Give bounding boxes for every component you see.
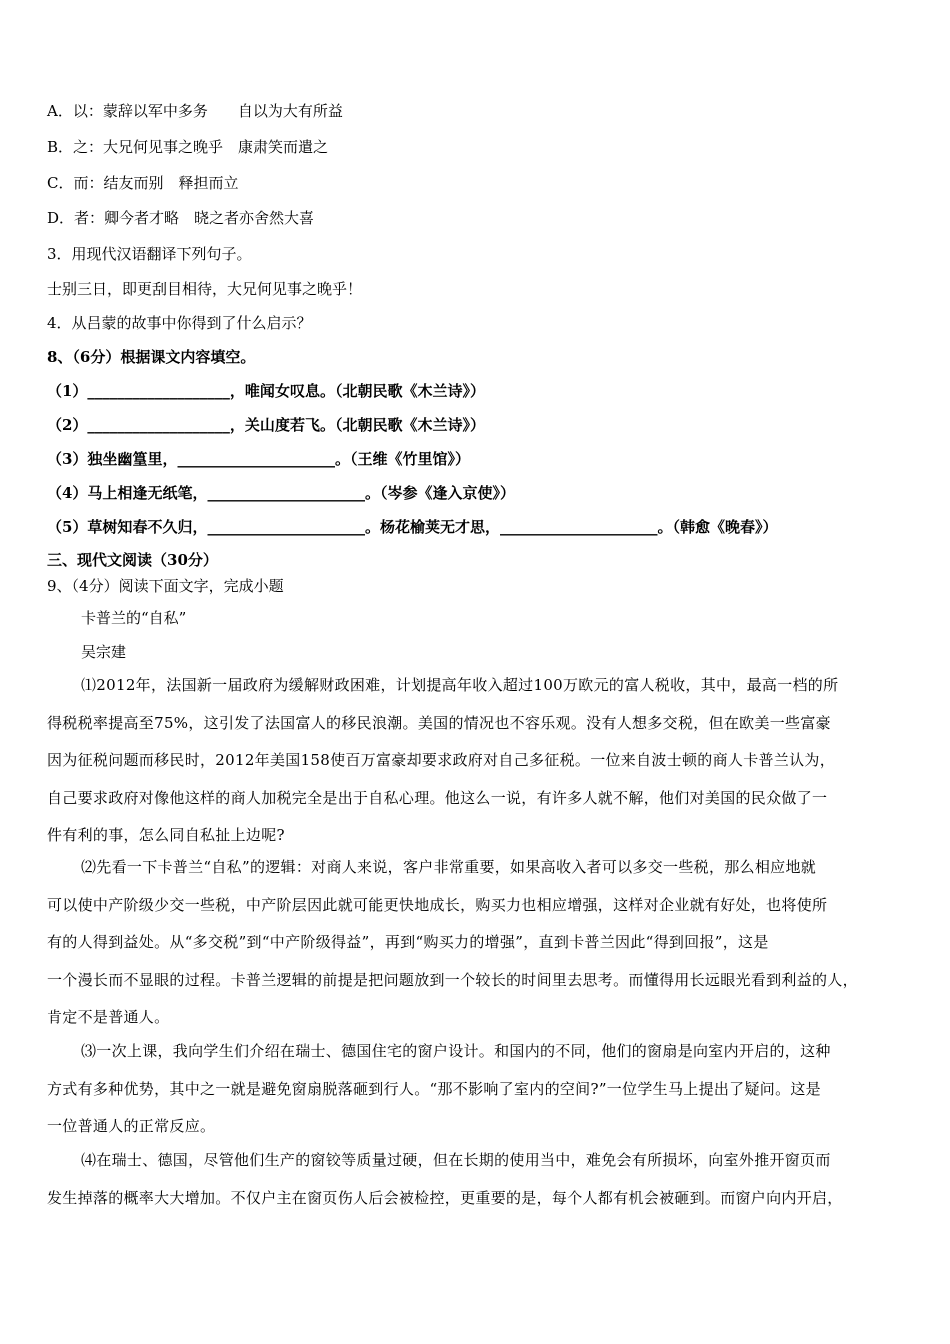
paragraph-line: 有的人得到益处。从“多交税”到“中产阶级得益”，再到“购买力的增强”，直到卡普兰因此“得到回报”，这是 <box>47 933 769 951</box>
paragraph-line: 方式有多种优势，其中之一就是避免窗扇脱落砸到行人。“那不影响了室内的空间?”一位学生马上提出了疑问。这是 <box>47 1079 821 1098</box>
paragraph-line: 因为征税问题而移民时，2012年美国158使百万富豪却要求政府对自己多征税。一位来自波士顿的商人卡普兰认为， <box>47 751 836 769</box>
fill-blank-5: （5）草树知春不久归，_____________________。杨花榆荚无才思，_____________________。（韩愈《晚春》） <box>47 518 778 536</box>
paragraph-line: ⑵先看一下卡普兰“自私”的逻辑：对商人来说，客户非常重要，如果高收入者可以多交一些税，那么相应地就 <box>81 858 817 876</box>
article-paragraph-2 <box>47 857 909 1045</box>
paragraph-line: 得税税率提高至75%，这引发了法国富人的移民浪潮。美国的情况也不容乐观。没有人想多交税，但在欧美一些富豪 <box>47 713 831 732</box>
paragraph-line: 自己要求政府对像他这样的商人加税完全是出于自私心理。他这么一说，有许多人就不解，他们对美国的民众做了一 <box>47 788 828 807</box>
option-c: C．而：结友而别 释担而立 <box>47 174 239 192</box>
article-paragraph-3 <box>47 1041 909 1154</box>
paragraph-line: ⑶一次上课，我向学生们介绍在瑞士、德国住宅的窗户设计。和国内的不同，他们的窗扇是向室内开启的，这种 <box>81 1042 831 1060</box>
paragraph-line: 一位普通人的正常反应。 <box>47 1117 216 1135</box>
question-8-title: 8、（6分）根据课文内容填空。 <box>47 348 256 366</box>
paragraph-line: 发生掉落的概率大大增加。不仅户主在窗页伤人后会被检控，更重要的是，每个人都有机会被砸到。而窗户向内开启， <box>47 1188 843 1207</box>
article-title: 卡普兰的“自私” <box>81 609 187 627</box>
fill-blank-2: （2）___________________，关山度若飞。（北朝民歌《木兰诗》） <box>47 416 485 434</box>
paragraph-line: 件有利的事，怎么同自私扯上边呢? <box>47 826 285 844</box>
translation-sentence: 士别三日，即更刮目相待，大兄何见事之晚乎！ <box>47 280 363 298</box>
question-9-title: 9、（4分）阅读下面文字，完成小题 <box>47 577 284 595</box>
fill-blank-3: （3）独坐幽篁里，_____________________。（王维《竹里馆》） <box>47 450 470 468</box>
article-paragraph-1 <box>47 675 909 863</box>
article-paragraph-4 <box>47 1150 909 1225</box>
question-7-3: 3．用现代汉语翻译下列句子。 <box>47 245 252 263</box>
paragraph-line: 肯定不是普通人。 <box>47 1008 170 1026</box>
fill-blank-1: （1）___________________，唯闻女叹息。（北朝民歌《木兰诗》） <box>47 382 485 400</box>
paragraph-line: ⑴2012年，法国新一届政府为缓解财政困难，计划提高年收入超过100万欧元的富人税收，其中，最高一档的所 <box>81 676 839 694</box>
option-b: B．之：大兄何见事之晚乎 康肃笑而遣之 <box>47 138 329 156</box>
option-a: A．以：蒙辞以军中多务 自以为大有所益 <box>47 102 343 120</box>
paragraph-line: 一个漫长而不显眼的过程。卡普兰逻辑的前提是把问题放到一个较长的时间里去思考。而懂得用长远眼光看到利益的人， <box>47 970 858 989</box>
paragraph-line: ⑷在瑞士、德国，尽管他们生产的窗铰等质量过硬，但在长期的使用当中，难免会有所损坏，向室外推开窗页而 <box>81 1151 831 1169</box>
article-author: 吴宗建 <box>81 643 127 661</box>
paragraph-line: 可以使中产阶级少交一些税，中产阶层因此就可能更快地成长，购买力也相应增强，这样对企业就有好处，也将使所 <box>47 895 828 914</box>
fill-blank-4: （4）马上相逢无纸笔，_____________________。（岑参《逢入京使》） <box>47 484 515 502</box>
option-d: D．者：卿今者才略 晓之者亦舍然大喜 <box>47 209 315 227</box>
section-3-heading: 三、现代文阅读（30分） <box>47 551 218 569</box>
question-7-4: 4．从吕蒙的故事中你得到了什么启示？ <box>47 314 312 332</box>
